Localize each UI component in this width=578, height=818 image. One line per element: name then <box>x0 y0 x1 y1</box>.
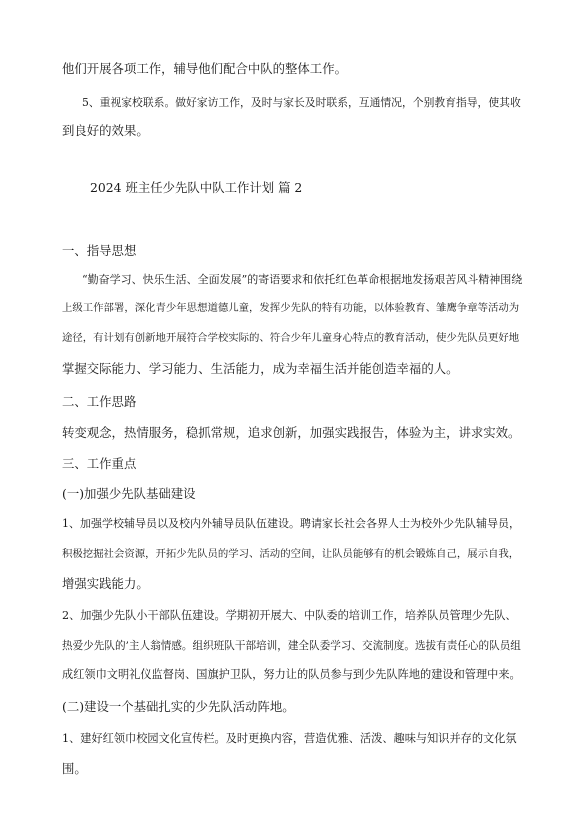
subheading: (一)加强少先队基础建设 <box>62 486 196 501</box>
heading: 三、工作重点 <box>62 456 137 471</box>
paragraph-line: 到良好的效果。 <box>62 123 149 138</box>
subheading: (二)建设一个基础扎实的少先队活动阵地。 <box>62 699 295 714</box>
paragraph-line: 5、重视家校联系。做好家访工作，及时与家长及时联系，互通情况，个别教育指导，使其收 <box>82 96 521 109</box>
section-title: 2024 班主任少先队中队工作计划 篇 2 <box>90 180 303 195</box>
paragraph-line: 上级工作部署，深化青少年思想道德儿童，发挥少先队的特有功能，以体验教育、雏鹰争章等活动为 <box>62 302 520 314</box>
paragraph-line: 他们开展各项工作，辅导他们配合中队的整体工作。 <box>62 61 347 76</box>
paragraph-line: 成红领巾文明礼仪监督岗、国旗护卫队，努力让的队员参与到少先队阵地的建设和管理中来。 <box>62 668 521 681</box>
heading: 二、工作思路 <box>62 394 137 409</box>
paragraph-line: 热爱少先队的’主人翁情感。组织班队干部培训，建全队委学习、交流制度。选拔有责任心的队员组 <box>62 640 521 652</box>
paragraph-line: 1、加强学校辅导员以及校内外辅导员队伍建设。聘请家长社会各界人士为校外少先队辅导员， <box>62 517 520 530</box>
paragraph-line: 掌握交际能力、学习能力、生活能力，成为幸福生活并能创造幸福的人。 <box>62 361 459 376</box>
heading: 一、指导思想 <box>62 243 137 258</box>
paragraph-line: “勤奋学习、快乐生活、全面发展”的寄语要求和依托红色革命根据地发扬艰苦风斗精神围绕 <box>82 273 523 286</box>
paragraph-line: 增强实践能力。 <box>62 576 149 591</box>
paragraph-line: 1、建好红领巾校园文化宣传栏。及时更换内容，营造优雅、活泼、趣味与知识并存的文化氛 <box>62 732 517 745</box>
paragraph-line: 积极挖掘社会资源，开拓少先队员的学习、活动的空间，让队员能够有的机会锻炼自己，展示自我， <box>62 548 520 560</box>
paragraph-line: 2、加强少先队小干部队伍建设。学期初开展大、中队委的培训工作，培养队员管理少先队、 <box>62 609 517 622</box>
paragraph-line: 转变观念，热情服务，稳抓常规，追求创新，加强实践报告，体验为主，讲求实效。 <box>62 425 521 440</box>
paragraph-line: 途径，有计划有创新地开展符合学校实际的、符合少年儿童身心特点的教育活动，使少先队员更好地 <box>62 332 520 344</box>
paragraph-line: 围。 <box>62 761 87 776</box>
